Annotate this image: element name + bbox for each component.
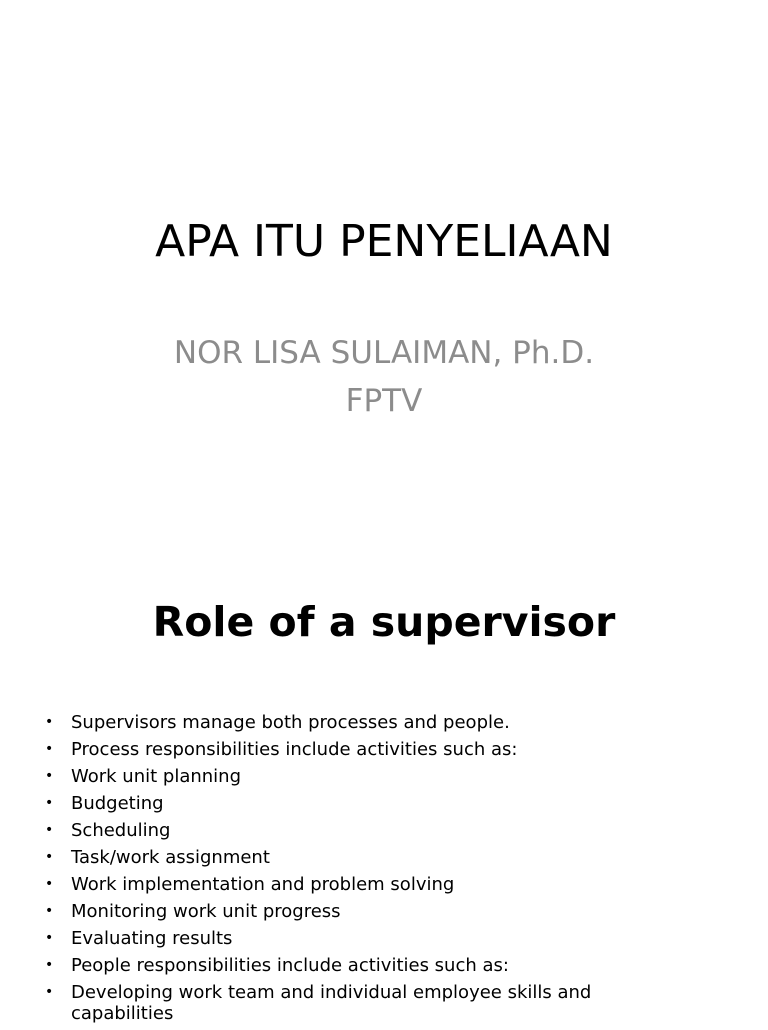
- bullet-icon: •: [45, 876, 54, 892]
- list-item: [0, 766, 768, 787]
- slide-subtitle: [0, 330, 768, 426]
- list-item-text: Scheduling: [71, 820, 171, 841]
- subtitle-author: NOR LISA SULAIMAN, Ph.D.: [173, 335, 595, 371]
- list-item: [0, 955, 768, 976]
- list-item-text: Work implementation and problem solving: [71, 874, 455, 895]
- list-item: [0, 712, 768, 733]
- bullet-icon: •: [45, 795, 54, 811]
- slide-title: APA ITU PENYELIAAN: [155, 216, 613, 267]
- list-item: [0, 982, 768, 1024]
- bullet-icon: •: [45, 984, 54, 1000]
- bullet-icon: •: [45, 903, 54, 919]
- bullet-icon: •: [45, 957, 54, 973]
- bullet-icon: •: [45, 930, 54, 946]
- list-item: [0, 739, 768, 760]
- bullet-icon: •: [45, 768, 54, 784]
- list-item-text: Supervisors manage both processes and people.: [71, 712, 510, 733]
- list-item: [0, 793, 768, 814]
- list-item-text: Task/work assignment: [71, 847, 270, 868]
- bullet-icon: •: [45, 741, 54, 757]
- content-slide: [0, 576, 768, 1024]
- bullet-icon: •: [45, 714, 54, 730]
- slide-heading: Role of a supervisor: [152, 598, 616, 646]
- list-item-text: Evaluating results: [71, 928, 233, 949]
- list-item-text: Developing work team and individual employee skills and capabilities: [71, 982, 592, 1024]
- list-item: [0, 928, 768, 949]
- list-item: [0, 847, 768, 868]
- list-item-text: Monitoring work unit progress: [71, 901, 341, 922]
- list-item: [0, 874, 768, 895]
- list-item: [0, 901, 768, 922]
- list-item-text: Work unit planning: [71, 766, 242, 787]
- list-item-text: Process responsibilities include activities such as:: [71, 739, 518, 760]
- list-item-text: People responsibilities include activities such as:: [71, 955, 509, 976]
- subtitle-faculty: FPTV: [345, 383, 423, 419]
- bullet-list: [0, 712, 768, 1030]
- list-item: [0, 820, 768, 841]
- bullet-icon: •: [45, 822, 54, 838]
- bullet-icon: •: [45, 849, 54, 865]
- list-item-text: Budgeting: [71, 793, 164, 814]
